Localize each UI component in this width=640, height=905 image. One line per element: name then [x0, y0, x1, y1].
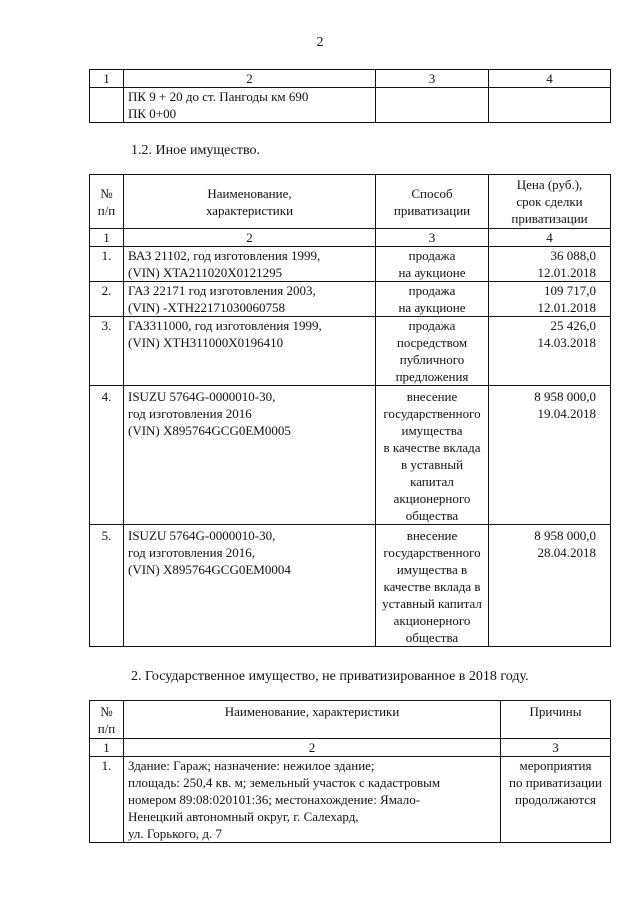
property-table — [89, 174, 611, 647]
row-name: ISUZU 5764G-0000010-30, год изготовления 2016 (VIN) X895764GCG0EM0005 — [124, 386, 376, 525]
table-row — [90, 757, 611, 843]
header-cell-method: Способ приватизации — [376, 175, 489, 229]
row-price: 8 958 000,0 28.04.2018 — [489, 525, 611, 647]
section-2-title: 2. Государственное имущество, не приватизированное в 2018 году. — [131, 669, 529, 684]
row-name: ГАЗ 22171 год изготовления 2003, (VIN) -XTH22171030060758 — [124, 282, 376, 317]
row-price: 109 717,0 12.01.2018 — [489, 282, 611, 317]
col-number: 3 — [376, 70, 489, 88]
table-row — [90, 317, 611, 386]
header-cell-num: № п/п — [90, 701, 124, 739]
table-row — [90, 88, 611, 123]
table-row — [90, 386, 611, 525]
table-header-row — [90, 175, 611, 229]
col-number: 3 — [376, 229, 489, 247]
row-method: продажа посредством публичного предложения — [376, 317, 489, 386]
table-cell — [124, 88, 376, 123]
col-number: 1 — [90, 739, 124, 757]
table-row — [90, 282, 611, 317]
row-method: внесение государственного имущества в качестве вклада в уставный капитал акционерного общества — [376, 386, 489, 525]
col-number: 4 — [489, 70, 611, 88]
table-row — [90, 229, 611, 247]
table-row — [90, 739, 611, 757]
cell-line: ПК 9 + 20 до ст. Пангоды км 690 — [128, 89, 309, 104]
table-row — [90, 247, 611, 282]
section-1-2-title: 1.2. Иное имущество. — [131, 143, 261, 158]
table-row — [90, 70, 611, 88]
col-number: 2 — [124, 70, 376, 88]
header-cell-price: Цена (руб.), срок сделки приватизации — [489, 175, 611, 229]
row-reason: мероприятия по приватизации продолжаются — [501, 757, 611, 843]
row-method: продажа на аукционе — [376, 282, 489, 317]
row-method: продажа на аукционе — [376, 247, 489, 282]
not-privatized-table — [89, 700, 611, 843]
row-name: Здание: Гараж; назначение: нежилое здание; площадь: 250,4 кв. м; земельный участок с кадастровым номером 89:08:020101:36; местонахождение: Ямало- Ненецкий автономный округ, г. Салехард, ул. Горького, д. 7 — [124, 757, 501, 843]
row-name: ВАЗ 21102, год изготовления 1999, (VIN) XTA211020X0121295 — [124, 247, 376, 282]
col-number: 2 — [124, 229, 376, 247]
row-name: ISUZU 5764G-0000010-30, год изготовления 2016, (VIN) X895764GCG0EM0004 — [124, 525, 376, 647]
cell-line: ПК 0+00 — [128, 106, 177, 121]
table-cell — [376, 88, 489, 123]
row-price: 36 088,0 12.01.2018 — [489, 247, 611, 282]
page-number: 2 — [316, 35, 324, 50]
header-cell-name: Наименование, характеристики — [124, 175, 376, 229]
col-number: 4 — [489, 229, 611, 247]
col-number: 1 — [90, 70, 124, 88]
row-name: ГАЗ311000, год изготовления 1999, (VIN) XTH311000X0196410 — [124, 317, 376, 386]
row-number: 5. — [90, 525, 124, 647]
row-number: 3. — [90, 317, 124, 386]
table-row — [90, 525, 611, 647]
row-method: внесение государственного имущества в качестве вклада в уставный капитал акционерного общества — [376, 525, 489, 647]
row-number: 1. — [90, 757, 124, 843]
row-price: 25 426,0 14.03.2018 — [489, 317, 611, 386]
col-number: 3 — [501, 739, 611, 757]
row-number: 2. — [90, 282, 124, 317]
header-cell-name: Наименование, характеристики — [124, 701, 501, 739]
col-number: 1 — [90, 229, 124, 247]
table-cell — [90, 88, 124, 123]
col-number: 2 — [124, 739, 501, 757]
top-table — [89, 69, 611, 123]
row-number: 1. — [90, 247, 124, 282]
row-number: 4. — [90, 386, 124, 525]
row-price: 8 958 000,0 19.04.2018 — [489, 386, 611, 525]
header-cell-reason: Причины — [501, 701, 611, 739]
header-cell-num: № п/п — [90, 175, 124, 229]
table-cell — [489, 88, 611, 123]
table-header-row — [90, 701, 611, 739]
